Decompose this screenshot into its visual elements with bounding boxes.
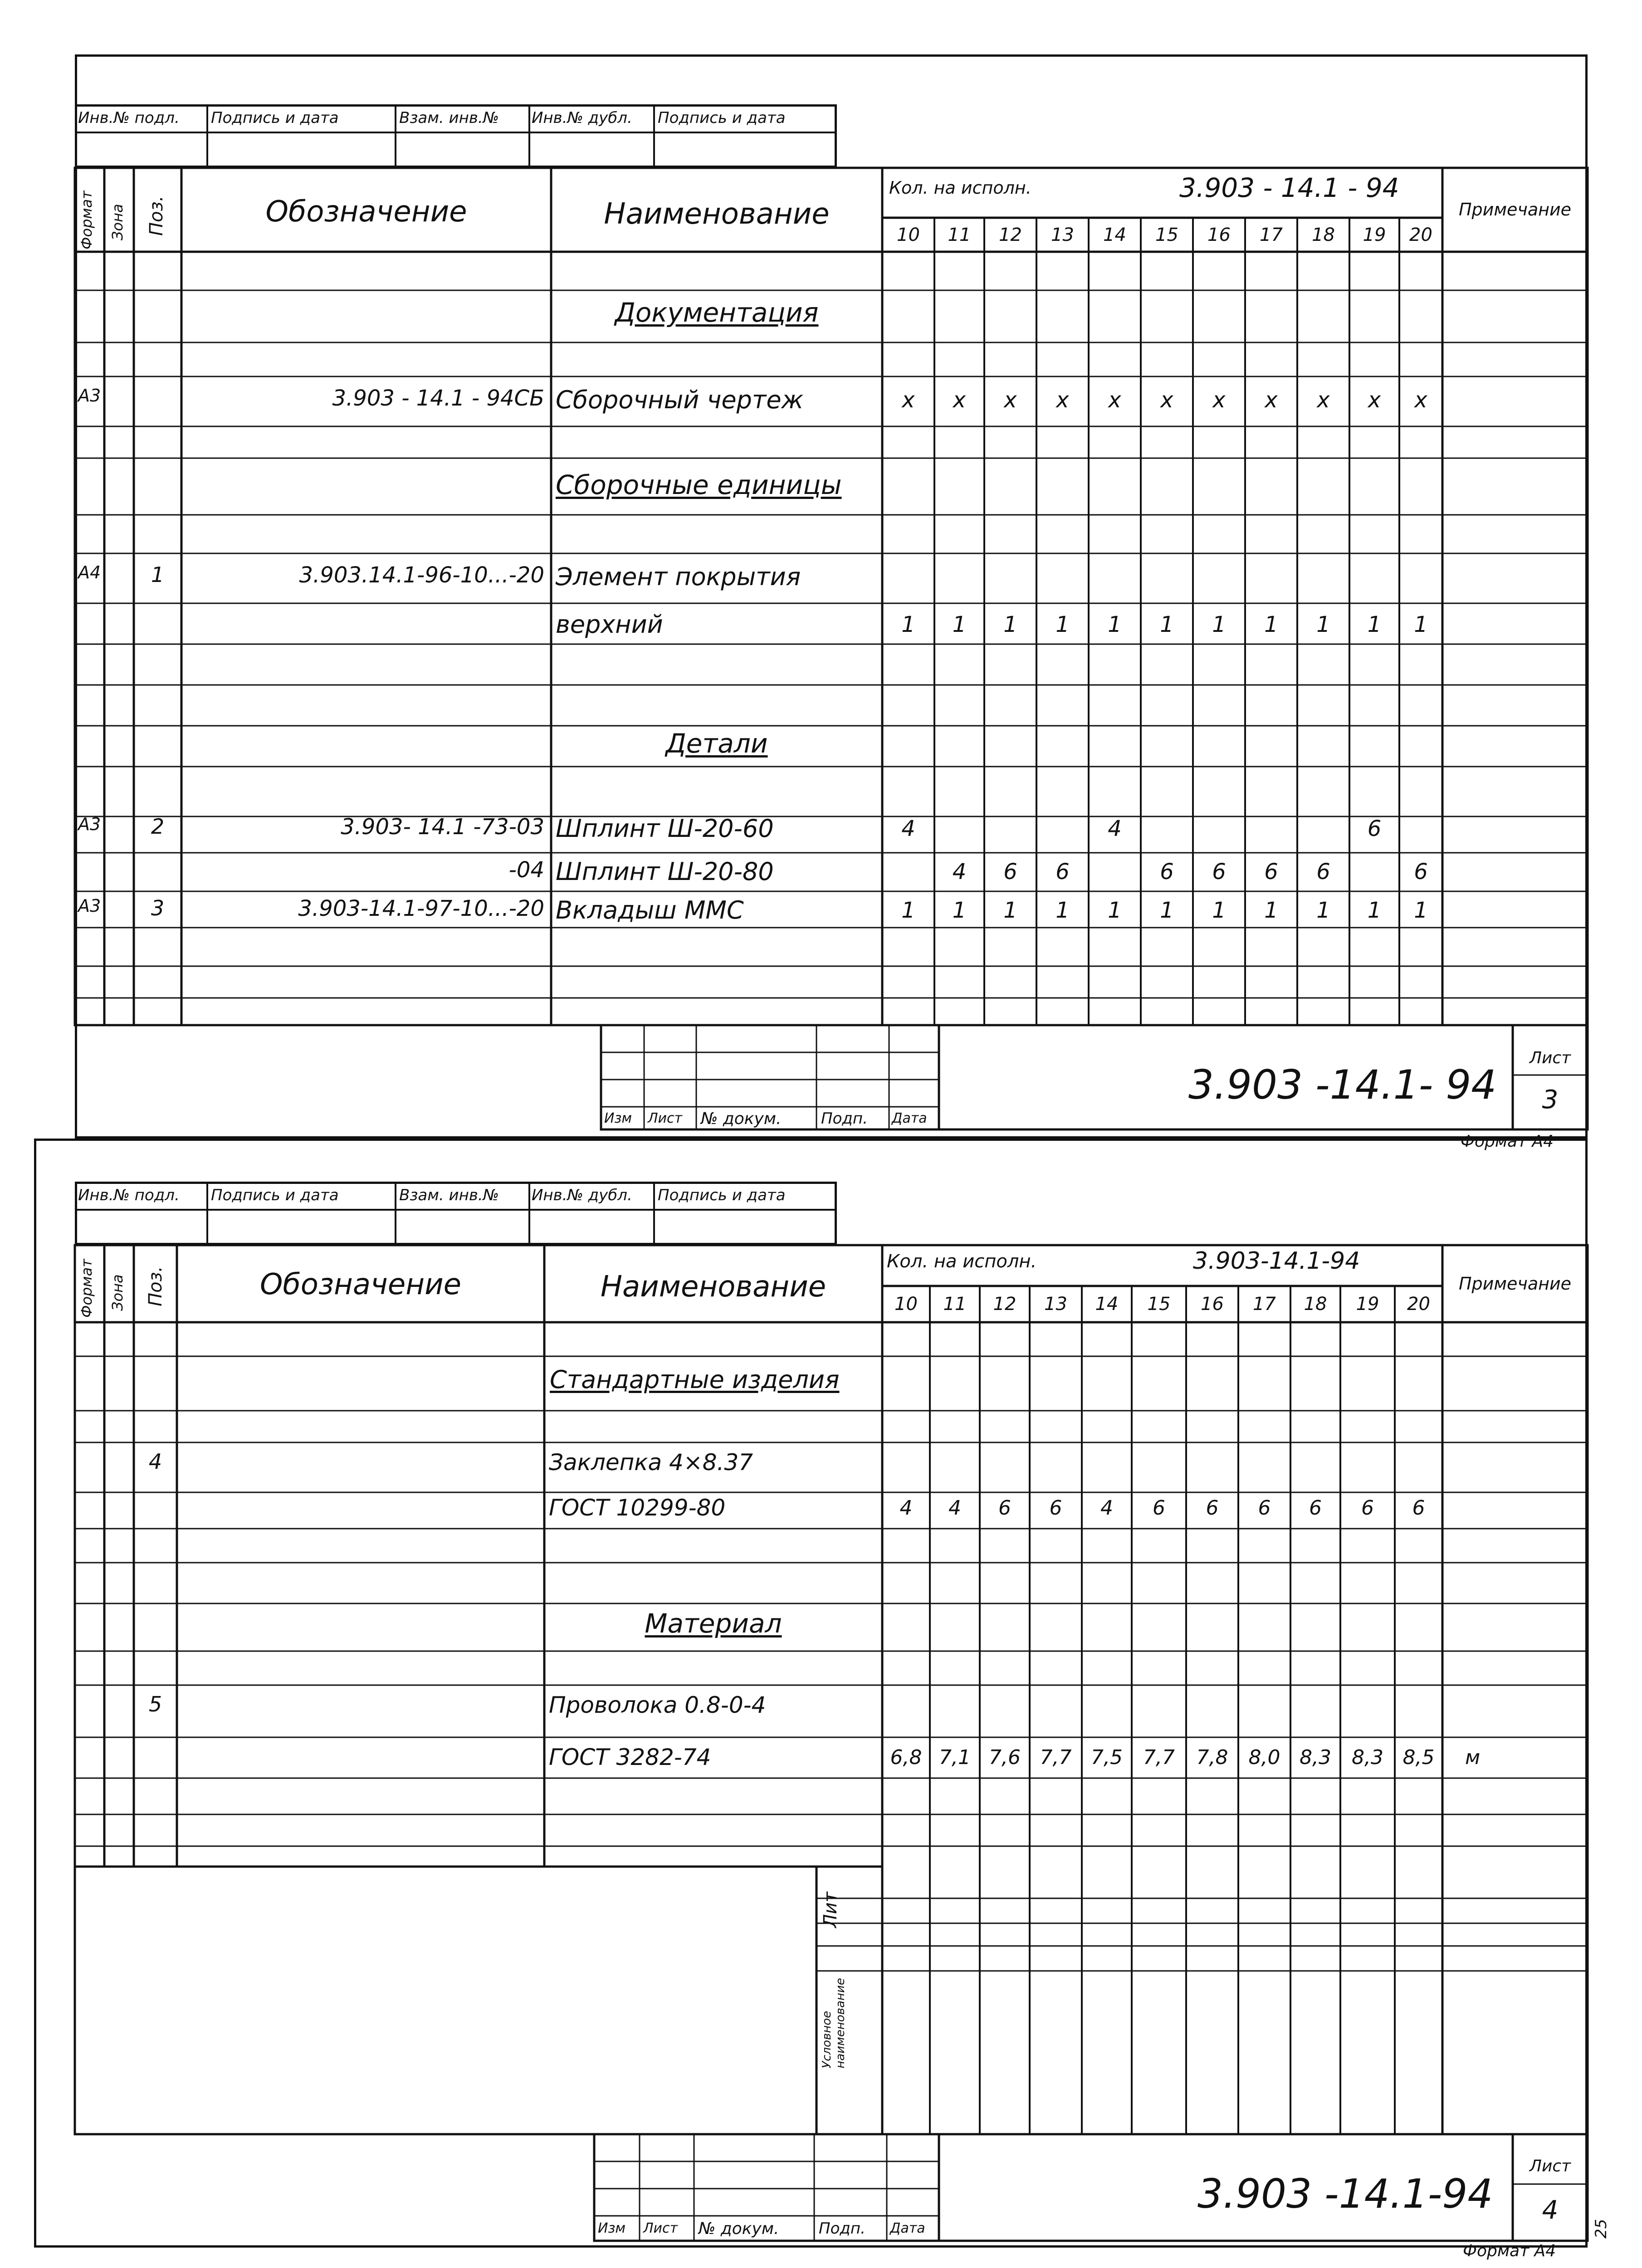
section-standard: Стандартные изделия <box>550 1365 840 1394</box>
exec-header-18: 18 <box>1304 1294 1327 1315</box>
row-qty-cell: 6,8 <box>890 1746 922 1769</box>
row-name: Сборочный чертеж <box>556 386 804 414</box>
row-name: Вкладыш ММС <box>556 896 744 924</box>
row-pos: 5 <box>148 1692 162 1716</box>
sheet-label: Лист <box>1529 1049 1571 1067</box>
tb-label-date: Дата <box>892 1110 927 1126</box>
tb-label-izm-2: Изм <box>598 2220 626 2236</box>
row-qty-cell: 6 <box>1264 859 1278 885</box>
exec-header-19: 19 <box>1356 1294 1379 1315</box>
row-qty-cell: 1 <box>1108 612 1122 637</box>
exec-header-13: 13 <box>1051 225 1074 245</box>
row-qty-cell: 1 <box>1414 612 1428 637</box>
row-qty-cell: 1 <box>901 898 915 923</box>
row-qty-cell: 1 <box>1003 898 1017 923</box>
row-qty-cell: x <box>1212 387 1226 413</box>
row-format: А4 <box>78 562 101 582</box>
row-qty-cell: x <box>1317 387 1330 413</box>
col-header-format: Формат <box>78 191 95 249</box>
col-header-remark-2: Примечание <box>1458 1274 1572 1294</box>
row-qty-cell: 1 <box>1212 612 1226 637</box>
sheet-number-2: 4 <box>1542 2195 1559 2225</box>
row-qty-cell: 1 <box>1316 612 1330 637</box>
exec-header-14: 14 <box>1095 1294 1119 1315</box>
row-qty-cell: 6 <box>1258 1496 1271 1520</box>
row-name: Элемент покрытия <box>556 562 801 591</box>
corner-mark: 25 <box>1592 2219 1610 2239</box>
strip-label-vzam-inv-2: Взам. инв.№ <box>399 1186 499 1204</box>
exec-header-10: 10 <box>894 1294 918 1315</box>
exec-header-17: 17 <box>1260 225 1283 245</box>
col-header-format-2: Формат <box>78 1259 95 1318</box>
exec-header-18: 18 <box>1312 225 1335 245</box>
strip-label-sign-date-2: Подпись и дата <box>658 109 786 127</box>
row-qty-cell: 6 <box>1412 1496 1425 1520</box>
row-qty-cell: 4 <box>1108 816 1122 841</box>
doc-code-2: 3.903 -14.1-94 <box>1197 2170 1493 2217</box>
row-qty-cell: 1 <box>1414 898 1428 923</box>
section-assemblies: Сборочные единицы <box>556 469 842 500</box>
col-header-name: Наименование <box>604 197 830 231</box>
col-header-designation-2: Обозначение <box>259 1268 462 1301</box>
row-qty-cell: x <box>1108 387 1121 413</box>
row-qty-cell: 7,7 <box>1040 1746 1072 1769</box>
row-qty-cell: 1 <box>1160 898 1174 923</box>
row-qty-cell: 1 <box>1316 898 1330 923</box>
row-designation: -04 <box>508 857 544 883</box>
sheet-number: 3 <box>1542 1085 1559 1114</box>
row-qty-cell: x <box>1004 387 1017 413</box>
row-name: Заклепка 4×8.37 <box>549 1449 753 1476</box>
row-qty-cell: 6 <box>1153 1496 1165 1520</box>
row-qty-cell: 7,6 <box>989 1746 1021 1769</box>
exec-header-14: 14 <box>1103 225 1126 245</box>
row-qty-cell: x <box>1160 387 1173 413</box>
sheet-label-2: Лист <box>1529 2157 1571 2175</box>
strip-label-sign-date-4: Подпись и дата <box>658 1186 786 1204</box>
row-qty-cell: 4 <box>901 816 915 841</box>
exec-header-17: 17 <box>1253 1294 1276 1315</box>
exec-header-12: 12 <box>993 1294 1016 1315</box>
row-qty-cell: 1 <box>1264 898 1278 923</box>
row-pos: 3 <box>151 896 165 920</box>
format-label: Формат А4 <box>1461 1132 1554 1151</box>
row-qty-cell: 1 <box>1367 898 1382 923</box>
exec-header-15: 15 <box>1147 1294 1171 1315</box>
row-note: м <box>1465 1746 1481 1769</box>
row-name: Шплинт Ш-20-60 <box>556 814 774 843</box>
col-header-zone: Зона <box>109 204 126 240</box>
col-header-pos-2: Поз. <box>145 1266 166 1306</box>
row-qty-cell: 6 <box>1309 1496 1322 1520</box>
strip-label-inv-podl: Инв.№ подл. <box>78 109 180 127</box>
row-qty-cell: 6 <box>1212 859 1226 885</box>
section-details: Детали <box>665 728 768 759</box>
row-pos: 4 <box>148 1449 162 1474</box>
col-header-qty-2: Кол. на исполн. <box>887 1251 1037 1272</box>
row-qty-cell: x <box>1265 387 1278 413</box>
strip-label-vzam-inv: Взам. инв.№ <box>399 109 499 127</box>
tb-label-izm: Изм <box>604 1110 632 1126</box>
row-qty-cell: 1 <box>1108 898 1122 923</box>
tb-label-date-2: Дата <box>890 2220 925 2236</box>
conditional-name-label: Условное наименование <box>820 1978 847 2068</box>
tb-label-list-2: Лист <box>643 2220 678 2236</box>
section-material: Материал <box>645 1608 782 1639</box>
row-format: А3 <box>78 814 101 834</box>
row-qty-cell: x <box>1368 387 1381 413</box>
row-format: А3 <box>78 386 101 406</box>
col-header-pos: Поз. <box>146 196 167 236</box>
row-qty-cell: x <box>953 387 966 413</box>
strip-label-inv-podl-2: Инв.№ подл. <box>78 1186 180 1204</box>
row-qty-cell: 6 <box>1361 1496 1374 1520</box>
doc-code-header-2: 3.903-14.1-94 <box>1193 1247 1360 1275</box>
row-qty-cell: 6 <box>1160 859 1174 885</box>
row-qty-cell: 6 <box>1206 1496 1219 1520</box>
tb-label-doc-no-2: № докум. <box>699 2219 779 2238</box>
row-name: ГОСТ 10299-80 <box>549 1495 726 1521</box>
row-qty-cell: 1 <box>1056 898 1070 923</box>
row-qty-cell: 8,5 <box>1403 1746 1435 1769</box>
row-qty-cell: 7,1 <box>939 1746 971 1769</box>
row-designation: 3.903 - 14.1 - 94СБ <box>332 386 544 411</box>
row-qty-cell: 7,5 <box>1091 1746 1123 1769</box>
row-qty-cell: 6 <box>1367 816 1382 841</box>
row-name: верхний <box>556 610 663 639</box>
row-qty-cell: 6 <box>1316 859 1330 885</box>
strip-label-inv-dubl: Инв.№ дубл. <box>532 109 632 127</box>
col-header-remark: Примечание <box>1458 200 1572 220</box>
tb-label-sign-2: Подп. <box>819 2219 865 2238</box>
row-qty-cell: 1 <box>1367 612 1382 637</box>
row-qty-cell: 1 <box>1212 898 1226 923</box>
exec-header-13: 13 <box>1044 1294 1067 1315</box>
tb-label-sign: Подп. <box>821 1110 868 1128</box>
row-qty-cell: 1 <box>952 612 967 637</box>
row-pos: 2 <box>151 814 165 839</box>
row-qty-cell: 1 <box>1160 612 1174 637</box>
exec-header-12: 12 <box>999 225 1022 245</box>
exec-header-15: 15 <box>1155 225 1178 245</box>
row-qty-cell: 8,0 <box>1248 1746 1280 1769</box>
row-designation: 3.903-14.1-97-10...-20 <box>298 896 544 921</box>
exec-header-20: 20 <box>1407 1294 1430 1315</box>
exec-header-16: 16 <box>1201 1294 1224 1315</box>
row-qty-cell: 4 <box>899 1496 913 1520</box>
row-qty-cell: 6 <box>998 1496 1011 1520</box>
row-qty-cell: 6 <box>1049 1496 1062 1520</box>
lit-label: Лит <box>820 1892 841 1928</box>
row-designation: 3.903.14.1-96-10...-20 <box>299 562 544 588</box>
col-header-zone-2: Зона <box>109 1274 126 1311</box>
row-qty-cell: 6 <box>1414 859 1428 885</box>
row-designation: 3.903- 14.1 -73-03 <box>341 814 544 840</box>
row-qty-cell: 7,8 <box>1196 1746 1228 1769</box>
row-name: ГОСТ 3282-74 <box>549 1744 711 1770</box>
doc-code: 3.903 -14.1- 94 <box>1188 1061 1497 1108</box>
doc-code-header: 3.903 - 14.1 - 94 <box>1179 172 1399 203</box>
exec-header-11: 11 <box>948 225 971 245</box>
row-qty-cell: x <box>1414 387 1427 413</box>
exec-header-19: 19 <box>1363 225 1386 245</box>
row-qty-cell: 8,3 <box>1352 1746 1383 1769</box>
exec-header-16: 16 <box>1207 225 1231 245</box>
row-name: Проволока 0.8-0-4 <box>549 1692 766 1718</box>
section-documentation: Документация <box>615 297 819 328</box>
col-header-name-2: Наименование <box>600 1270 826 1304</box>
row-qty-cell: 1 <box>901 612 915 637</box>
row-qty-cell: 8,3 <box>1300 1746 1331 1769</box>
tb-label-list: Лист <box>648 1110 683 1126</box>
row-qty-cell: 6 <box>1056 859 1070 885</box>
row-qty-cell: 4 <box>952 859 967 885</box>
row-qty-cell: 1 <box>1264 612 1278 637</box>
strip-label-sign-date-3: Подпись и дата <box>211 1186 339 1204</box>
exec-header-11: 11 <box>943 1294 967 1315</box>
row-qty-cell: 4 <box>948 1496 961 1520</box>
row-format: А3 <box>78 896 101 916</box>
strip-label-inv-dubl-2: Инв.№ дубл. <box>532 1186 632 1204</box>
tb-label-doc-no: № докум. <box>701 1110 782 1128</box>
exec-header-10: 10 <box>897 225 920 245</box>
format-label-2: Формат А4 <box>1463 2242 1556 2260</box>
exec-header-20: 20 <box>1409 225 1432 245</box>
col-header-designation: Обозначение <box>265 195 467 229</box>
row-qty-cell: 6 <box>1003 859 1017 885</box>
strip-label-sign-date: Подпись и дата <box>211 109 339 127</box>
row-pos: 1 <box>151 562 165 587</box>
col-header-qty: Кол. на исполн. <box>889 178 1031 198</box>
row-qty-cell: 4 <box>1100 1496 1113 1520</box>
row-qty-cell: x <box>1056 387 1069 413</box>
row-qty-cell: x <box>902 387 915 413</box>
row-qty-cell: 1 <box>1056 612 1070 637</box>
row-name: Шплинт Ш-20-80 <box>556 857 774 886</box>
row-qty-cell: 1 <box>1003 612 1017 637</box>
row-qty-cell: 7,7 <box>1143 1746 1175 1769</box>
row-qty-cell: 1 <box>952 898 967 923</box>
